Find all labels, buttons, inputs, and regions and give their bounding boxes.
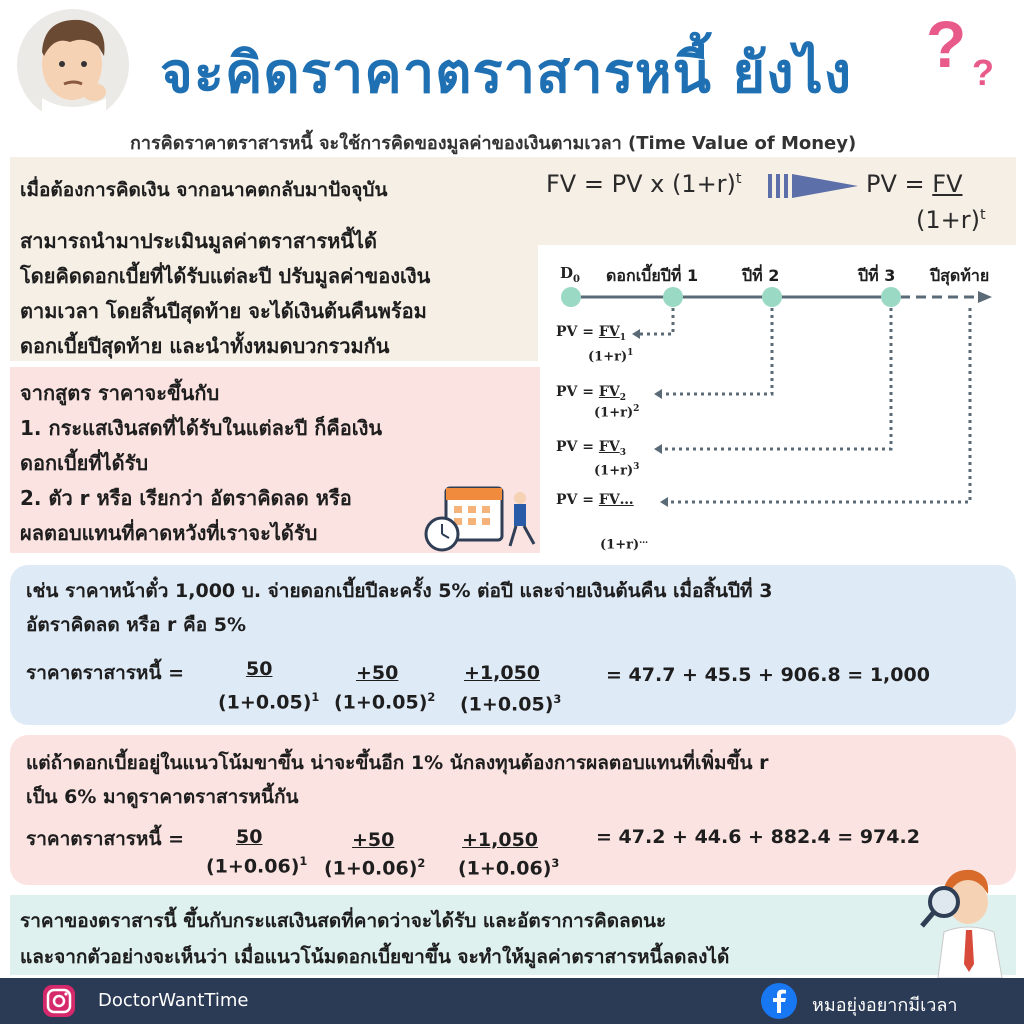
- pv-1-sup: 1: [627, 348, 634, 358]
- pv-2-sub: 2: [619, 392, 626, 403]
- facebook-page-name[interactable]: หมอยุ่งอยากมีเวลา: [812, 995, 958, 1016]
- ex2-den-3-text: (1+0.06): [458, 857, 552, 880]
- example2-line1: แต่ถ้าดอกเบี้ยอยู่ในแนวโน้มขาขึ้น น่าจะขึ้นอีก 1% นักลงทุนต้องการผลตอบแทนที่เพิ่มขึ้น r: [26, 752, 769, 774]
- pv-2-den: (1+r): [594, 405, 634, 421]
- question-mark-large: ?: [926, 7, 967, 81]
- example1-result: = 47.7 + 45.5 + 906.8 = 1,000: [606, 664, 930, 686]
- page-subtitle: การคิดราคาตราสารหนี้ จะใช้การคิดของมูลค่าของเงินตามเวลา (Time Value of Money): [130, 133, 857, 154]
- page-title: จะคิดราคาตราสารหนี้ ยังไง: [160, 41, 853, 106]
- factors-text: [20, 376, 382, 551]
- example1-den-3: [460, 692, 561, 715]
- ex1-den-3-text: (1+0.05): [460, 693, 554, 716]
- pv-last-fv: FV…: [598, 492, 634, 508]
- fv-formula-text: FV = PV x (1+r): [546, 170, 736, 198]
- facebook-icon: [760, 982, 798, 1020]
- example2-label: ราคาตราสารหนี้ =: [26, 828, 184, 850]
- ex2-den-1-text: (1+0.06): [206, 855, 300, 878]
- pv-last-lhs: PV =: [556, 492, 599, 508]
- example2-num-3: +1,050: [462, 829, 539, 851]
- example2-result: = 47.2 + 44.6 + 882.4 = 974.2: [596, 826, 920, 848]
- example1-den-1: [218, 690, 319, 713]
- factors-line: จากสูตร ราคาจะขึ้นกับ: [20, 381, 220, 405]
- fv-formula-exp: t: [735, 171, 742, 187]
- calendar-clock-icon: [420, 484, 542, 554]
- pv-fraction-last-den: [600, 536, 648, 552]
- pv-2-lhs: PV =: [556, 384, 599, 400]
- timeline-dot-year3: [880, 286, 902, 308]
- pv-formula-fv: FV: [932, 170, 963, 198]
- ex2-den-2-sup: 2: [417, 856, 426, 870]
- pv-den-text: (1+r): [916, 206, 980, 234]
- conclusion-line2: และจากตัวอย่างจะเห็นว่า เมื่อแนวโน้มดอกเบี้ยขาขึ้น จะทำให้มูลค่าตราสารหนี้ลดลงได้: [20, 946, 730, 968]
- factors-line: 2. ตัว r หรือ เรียกว่า อัตราคิดลด หรือ: [20, 486, 352, 510]
- pv-2-sup: 2: [633, 404, 640, 414]
- pv-2-fv: FV: [598, 384, 620, 400]
- ex1-den-2-text: (1+0.05): [334, 691, 428, 714]
- timeline-dot-d0: [560, 286, 582, 308]
- explain-line: ดอกเบี้ยปีสุดท้าย และนำทั้งหมดบวกรวมกัน: [20, 334, 390, 358]
- instagram-icon: [42, 984, 76, 1018]
- d0-sub: 0: [573, 274, 580, 285]
- pv-3-fv: FV: [598, 439, 620, 455]
- question-mark-small: ?: [972, 52, 994, 93]
- example1-num-2: +50: [356, 662, 399, 684]
- pv-den-exp: t: [979, 207, 986, 223]
- ex1-den-2-sup: 2: [427, 690, 436, 704]
- example1-line1: เช่น ราคาหน้าตั๋ว 1,000 บ. จ่ายดอกเบี้ยปีละครั้ง 5% ต่อปี และจ่ายเงินต้นคืน เมื่อสิ้นปีที่ 3: [26, 580, 773, 602]
- explain-line: สามารถนำมาประเมินมูลค่าตราสารหนี้ได้: [20, 229, 377, 253]
- timeline-label-year2: ปีที่ 2: [742, 266, 780, 285]
- ex1-den-1-text: (1+0.05): [218, 691, 312, 714]
- pv-last-den: (1+r): [600, 537, 640, 553]
- pv-1-fv: FV: [598, 324, 620, 340]
- pv-fraction-1-den: [588, 348, 633, 364]
- pv-1-den: (1+r): [588, 349, 628, 365]
- example1-line2: อัตราคิดลด หรือ r คือ 5%: [26, 614, 247, 636]
- example2-line2: เป็น 6% มาดูราคาตราสารหนี้กัน: [26, 786, 299, 808]
- example2-num-1: 50: [236, 826, 263, 848]
- example1-num-1: 50: [246, 658, 273, 680]
- pv-formula: [866, 170, 963, 198]
- timeline-label-year3: ปีที่ 3: [858, 266, 896, 285]
- timeline-label-last: ปีสุดท้าย: [930, 266, 990, 285]
- fv-formula: [546, 170, 742, 198]
- detective-man-icon: [914, 864, 1014, 978]
- example2-den-1: [206, 854, 307, 877]
- pv-formula-denominator: [916, 206, 986, 234]
- pv-fraction-3-den: [594, 462, 639, 478]
- instagram-handle[interactable]: DoctorWantTime: [98, 990, 249, 1011]
- explain-line: โดยคิดดอกเบี้ยที่ได้รับแต่ละปี ปรับมูลค่าของเงิน: [20, 264, 431, 288]
- pv-3-sup: 3: [633, 462, 640, 472]
- example2-den-3: [458, 856, 559, 879]
- pv-1-lhs: PV =: [556, 324, 599, 340]
- ex1-den-3-sup: 3: [553, 692, 562, 706]
- pv-3-lhs: PV =: [556, 439, 599, 455]
- pv-fraction-3: [556, 439, 626, 458]
- example1-num-3: +1,050: [464, 662, 541, 684]
- conclusion-line1: ราคาของตราสารนี้ ขึ้นกับกระแสเงินสดที่คาดว่าจะได้รับ และอัตราการคิดลดนะ: [20, 910, 667, 932]
- ex2-den-2-text: (1+0.06): [324, 857, 418, 880]
- pv-1-sub: 1: [619, 332, 626, 343]
- pv-3-den: (1+r): [594, 463, 634, 479]
- thinking-man-icon: [14, 6, 132, 124]
- ex1-den-1-sup: 1: [311, 690, 320, 704]
- factors-line: ผลตอบแทนที่คาดหวังที่เราจะได้รับ: [20, 521, 318, 545]
- timeline-label-year1: ดอกเบี้ยปีที่ 1: [606, 266, 699, 285]
- pv-fraction-1: [556, 324, 626, 343]
- example2-num-2: +50: [352, 829, 395, 851]
- factors-line: 1. กระแสเงินสดที่ได้รับในแต่ละปี ก็คือเงิน: [20, 416, 383, 440]
- example2-den-2: [324, 856, 425, 879]
- pv-fraction-last: [556, 492, 634, 508]
- intro-label: เมื่อต้องการคิดเงิน จากอนาคตกลับมาปัจจุบัน: [20, 179, 388, 201]
- example1-label: ราคาตราสารหนี้ =: [26, 662, 184, 684]
- factors-line: ดอกเบี้ยที่ได้รับ: [20, 451, 149, 475]
- explain-line: ตามเวลา โดยสิ้นปีสุดท้าย จะได้เงินต้นคืนพร้อม: [20, 299, 427, 323]
- pv-fraction-2: [556, 384, 626, 403]
- pv-formula-pv: PV =: [866, 170, 933, 198]
- ex2-den-1-sup: 1: [299, 854, 308, 868]
- arrow-right-icon: [768, 171, 860, 201]
- d0-letter: D: [560, 264, 574, 282]
- timeline-dot-year2: [761, 286, 783, 308]
- pv-fraction-2-den: [594, 404, 639, 420]
- pv-3-sub: 3: [619, 447, 626, 458]
- timeline-d0-label: [560, 264, 580, 285]
- pv-last-sup: …: [639, 536, 649, 546]
- example1-den-2: [334, 690, 435, 713]
- timeline-dot-year1: [662, 286, 684, 308]
- explain-text: [20, 224, 430, 364]
- ex2-den-3-sup: 3: [551, 856, 560, 870]
